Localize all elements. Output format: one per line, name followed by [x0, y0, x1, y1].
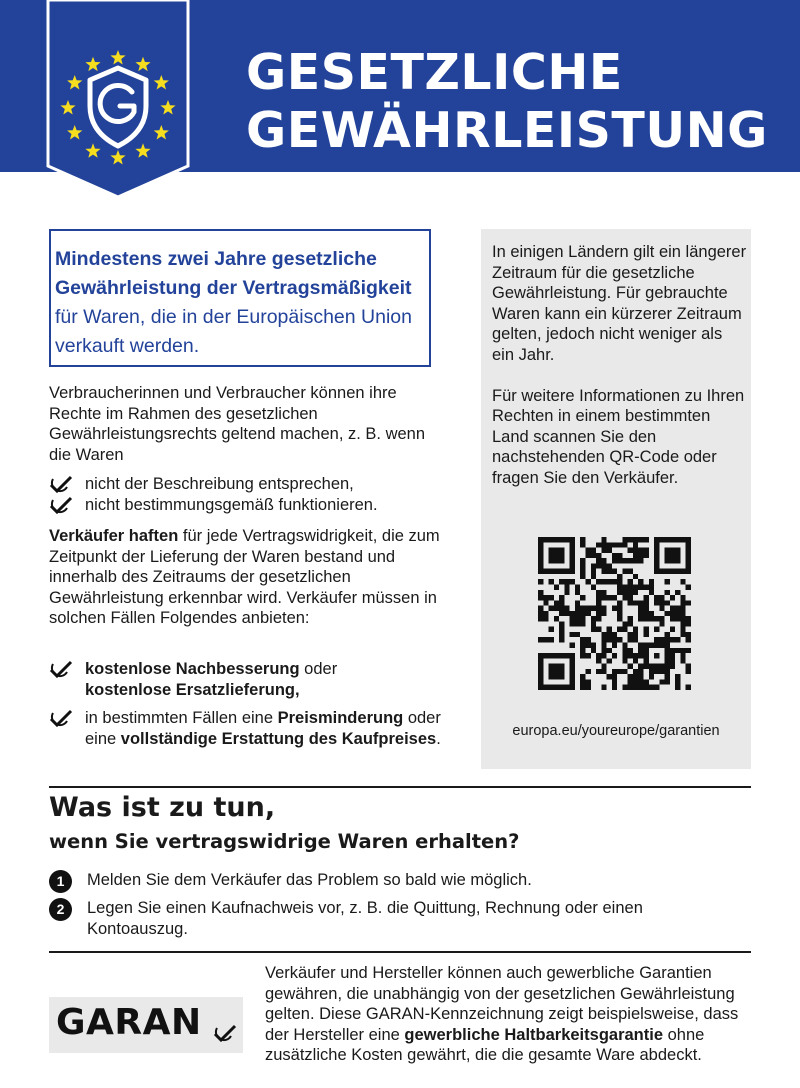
divider: [49, 951, 751, 953]
sidebar-paragraph-2: Für weitere Informationen zu Ihren Rechten in einem bestimmten Land scannen Sie den nachstehenden QR-Code oder fragen Sie den Verkäufer.: [492, 386, 745, 487]
todo-heading: Was ist zu tun,: [49, 792, 276, 823]
steps-list: [49, 870, 729, 947]
qr-code-icon[interactable]: [538, 537, 691, 690]
page-title: [246, 44, 768, 160]
info-sidebar: [481, 229, 751, 769]
divider: [49, 786, 751, 788]
warranty-bold-text: Mindestens zwei Jahre gesetzliche Gewährleistung der Vertragsmäßigkeit: [55, 248, 412, 299]
step-number-1-icon: 1: [49, 870, 72, 893]
warranty-normal-text: für Waren, die in der Europäischen Union verkauft werden.: [55, 306, 412, 357]
step-item: 1 Melden Sie dem Verkäufer das Problem so bald wie möglich.: [49, 870, 729, 891]
liability-paragraph: Verkäufer haften für jede Vertragswidrigkeit, die zum Zeitpunkt der Lieferung der Waren bestand und innerhalb des Zeitraums der gesetzlichen Gewährleistung erkennbar wird. Verkäufer müssen in solchen Fällen Folgendes anbieten:: [49, 527, 440, 627]
sidebar-text: [492, 242, 747, 488]
europa-link[interactable]: europa.eu/youreurope/garantien: [512, 723, 720, 739]
todo-subheading: wenn Sie vertragswidrige Waren erhalten?: [49, 830, 520, 853]
minimum-warranty-box: [49, 229, 431, 367]
header-banner: [0, 0, 800, 172]
title-line-1: GESETZLICHE: [246, 44, 623, 101]
checkmark-icon: [49, 709, 75, 729]
list-item: kostenlose Nachbesserung oder kostenlose Ersatzlieferung,: [49, 659, 449, 700]
garan-paragraph: Verkäufer und Hersteller können auch gewerbliche Garantien gewähren, die unabhängig von der gesetzlichen Gewährleistung gelten. Diese GARAN-Kennzeichnung zeigt beispielsweise, dass der Hersteller eine gewerbliche Haltbarkeitsgarantie ohne zusätzliche Kosten gewährt, die die gesamte Ware abdeckt.: [265, 964, 739, 1064]
step-item: 2 Legen Sie einen Kaufnachweis vor, z. B. die Quittung, Rechnung oder einen Kontoauszug.: [49, 898, 729, 940]
title-line-2: GEWÄHRLEISTUNG: [246, 102, 768, 159]
checkmark-icon: [213, 1024, 239, 1044]
step-number-2-icon: 2: [49, 898, 72, 921]
intro-paragraph: Verbraucherinnen und Verbraucher können ihre Rechte im Rahmen des gesetzlichen Gewährleistungsrechts geltend machen, z. B. wenn die Waren: [49, 384, 426, 464]
list-item: nicht bestimmungsgemäß funktionieren.: [49, 495, 449, 516]
remedies-list: [49, 659, 449, 749]
sidebar-paragraph-1: In einigen Ländern gilt ein längerer Zeitraum für die gesetzliche Gewährleistung. Für gebrauchte Waren kann ein kürzerer Zeitraum gelten, jedoch nicht weniger als ein Jahr.: [492, 243, 747, 364]
garan-logo: [49, 997, 243, 1053]
list-item: nicht der Beschreibung entsprechen,: [49, 474, 449, 495]
list-item: in bestimmten Fällen eine Preisminderung oder eine vollständige Erstattung des Kaufpreises.: [49, 708, 449, 749]
eu-stars-shield-g-icon: [46, 0, 190, 198]
checkmark-icon: [49, 496, 75, 516]
conditions-list: [49, 474, 449, 515]
checkmark-icon: [49, 475, 75, 495]
checkmark-icon: [49, 660, 75, 680]
garan-logo-text: GARAN: [56, 1002, 202, 1043]
